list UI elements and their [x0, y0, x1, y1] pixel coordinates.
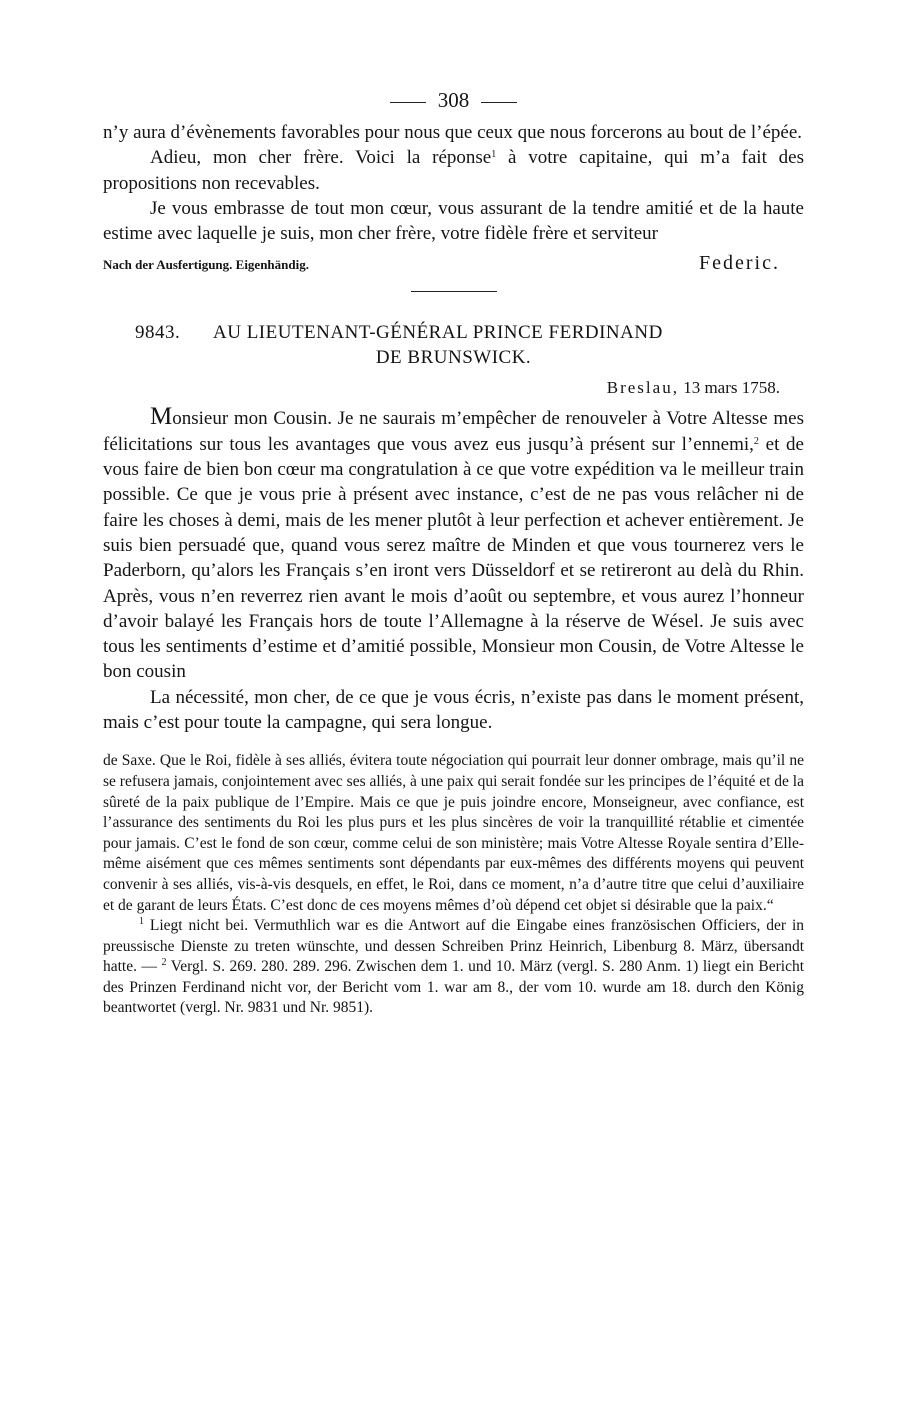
page-number: 308	[437, 88, 470, 112]
previous-letter-ending	[103, 120, 804, 246]
initial-letter: M	[150, 403, 173, 431]
letter-body	[103, 404, 804, 735]
footnote-continuation: de Saxe. Que le Roi, fidèle à ses alliés, évitera toute négociation qui pourrait leur donner ombrage, mais qu’il ne se refusera jamais, conjointement avec ses alliés, à une paix qui serait fondée sur les principes de l’équité et de la sûreté de la paix publique de l’Empire. Mais ce que je puis joindre encore, Monseigneur, avec confiance, est l’assurance des sentiments du Roi les plus purs et les plus sincères de voir la tranquillité rétablie et cimentée pour jamais. C’est le fond de son cœur, comme celui de son ministère; mais Votre Altesse Royale sentira d’Elle-même aisément que ces mêmes sentiments sont dépendants par eux-mêmes des différents moyens qui peuvent convenir à ses alliés, vis-à-vis desquels, en effet, le Roi, dans ce moment, n’a d’autre titre que celui d’auxiliaire et de garant de leurs États. C’est donc de ces moyens mêmes d’où dépend cet objet si désirable que la paix.“	[103, 752, 804, 914]
footnote-ref-2: 2	[753, 435, 759, 447]
footnotes	[103, 751, 804, 1019]
prev-letter-p2-before: Adieu, mon cher frère. Voici la réponse	[150, 147, 492, 169]
letter-recipient-line-1: AU LIEUTENANT-GÉNÉRAL PRINCE FERDINAND	[213, 322, 663, 344]
document-page	[103, 80, 804, 1019]
footnote-2-marker: 2	[161, 957, 167, 969]
letter-heading	[103, 320, 804, 370]
letter-postscript: La nécessité, mon cher, de ce que je vous écris, n’existe pas dans le moment présent, mais c’est pour toute la campagne, qui sera longue.	[103, 686, 804, 734]
prev-letter-p2-after: à votre capitaine, qui m’a fait des propositions non recevables.	[103, 147, 804, 194]
letter-body-paragraph	[103, 404, 804, 684]
source-note: Nach der Ausfertigung. Eigenhändig.	[103, 257, 309, 273]
signature-row	[103, 252, 804, 275]
footnote-1-marker: 1	[139, 916, 144, 928]
prev-letter-paragraph-2	[103, 145, 804, 196]
header-dash-right	[481, 102, 517, 103]
footnote-1-2	[103, 916, 804, 1019]
letter-number: 9843.	[135, 322, 181, 344]
letter-dateline	[103, 378, 804, 398]
signature: Federic.	[699, 252, 780, 275]
footnote-2-text: Vergl. S. 269. 280. 289. 296. Zwischen dem 1. und 10. März (vergl. S. 280 Anm. 1) liegt ein Bericht des Prinzen Ferdinand nicht vor, der Bericht vom 1. war am 8., der vom 10. wurde am 18. durch den König beantwortet (vergl. Nr. 9831 und Nr. 9851).	[103, 958, 804, 1017]
prev-letter-paragraph-1: n’y aura d’évènements favorables pour nous que ceux que nous forcerons au bout de l’épée.	[103, 122, 803, 143]
header-dash-left	[390, 102, 426, 103]
page-header	[103, 80, 804, 120]
letter-date: 13 mars 1758.	[683, 378, 780, 398]
footnote-ref-1: 1	[491, 149, 497, 161]
letter-body-after: et de vous faire de bien bon cœur ma congratulation à ce que votre expédition va le meilleur train possible. Ce que je vous prie à présent avec instance, c’est de ne pas vous relâcher ni de faire les choses à demi, mais de les mener plutôt à leur perfection et achever entièrement. Je suis bien persuadé que, quand vous serez maître de Minden et que vous tournerez vers le Paderborn, qu’alors les Français s’en iront vers Düsseldorf et se retireront au delà du Rhin. Après, vous n’en reverrez rien avant le mois d’août ou septembre, et vous aurez l’honneur d’avoir balayé les Français hors de toute l’Allemagne à la réserve de Wésel. Je suis avec tous les sentiments d’estime et d’amitié possible, Monsieur mon Cousin, de Votre Altesse le bon cousin	[103, 433, 804, 683]
letter-recipient-line-2: DE BRUNSWICK.	[375, 347, 532, 369]
section-separator	[411, 291, 497, 292]
footnote-1-text: Liegt nicht bei. Vermuthlich war es die Antwort auf die Eingabe eines französischen Officiers, der in preussische Dienste zu treten wünschte, und dessen Schreiben Prinz Heinrich, Libenburg 8. März, übersandt hatte. —	[103, 917, 804, 976]
letter-place: Breslau,	[606, 378, 679, 398]
letter-heading-line-1	[103, 320, 804, 345]
letter-body-before: onsieur mon Cousin. Je ne saurais m’empêcher de renouveler à Votre Altesse mes félicitations sur tous les avantages que vous avez eus jusqu’à présent sur l’ennemi,	[103, 408, 804, 455]
prev-letter-paragraph-3: Je vous embrasse de tout mon cœur, vous assurant de la tendre amitié et de la haute estime avec laquelle je suis, mon cher frère, votre fidèle frère et serviteur	[103, 197, 804, 245]
